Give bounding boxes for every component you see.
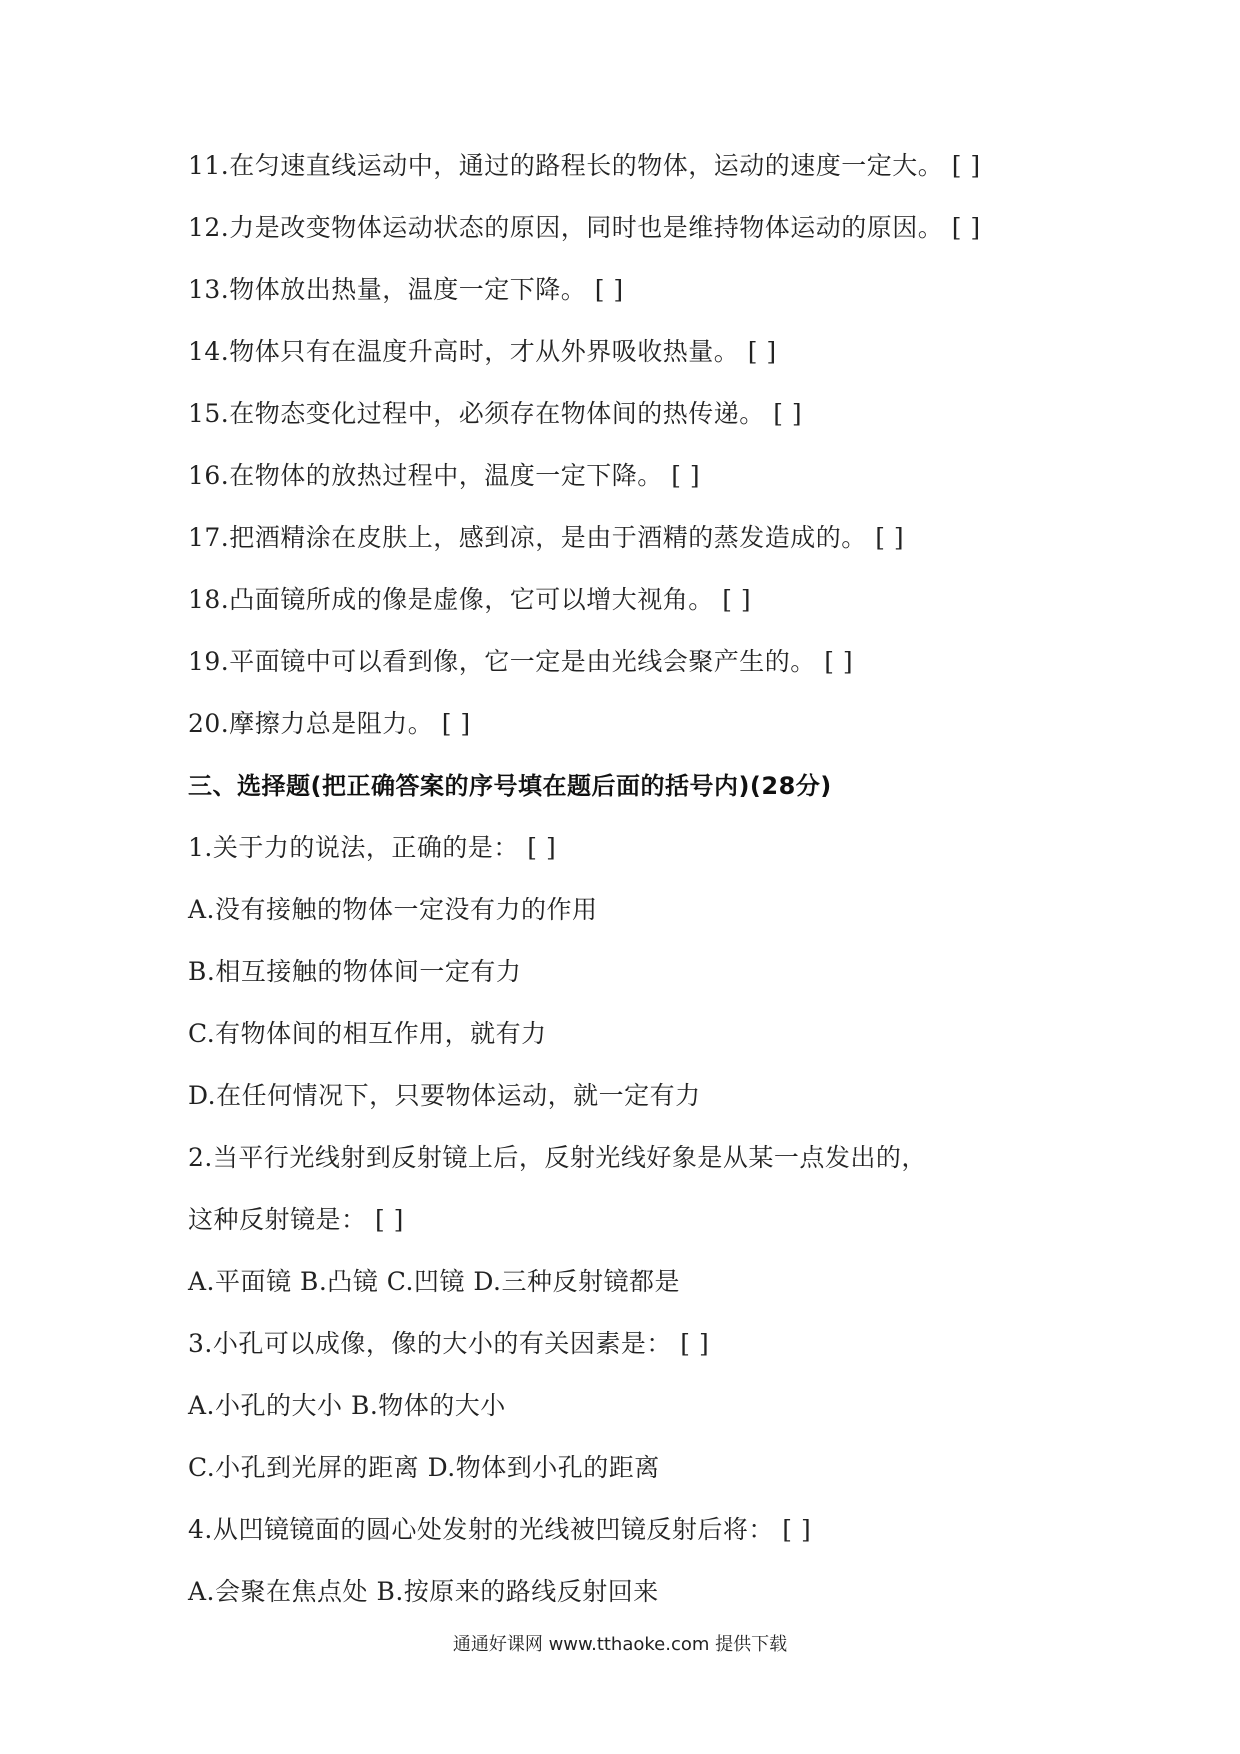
option-line: D.在任何情况下，只要物体运动，就一定有力 — [188, 1081, 701, 1110]
option-line: A.平面镜 B.凸镜 C.凹镜 D.三种反射镜都是 — [188, 1267, 680, 1296]
question-line: 14.物体只有在温度升高时，才从外界吸收热量。 [ ] — [188, 337, 777, 366]
question-line: 1.关于力的说法，正确的是： [ ] — [188, 833, 557, 862]
question-line: 13.物体放出热量，温度一定下降。 [ ] — [188, 275, 624, 304]
section-heading: 三、选择题(把正确答案的序号填在题后面的括号内)(28分) — [188, 772, 832, 800]
question-line: 19.平面镜中可以看到像，它一定是由光线会聚产生的。 [ ] — [188, 647, 854, 676]
option-line: A.小孔的大小 B.物体的大小 — [188, 1391, 506, 1420]
option-line: C.有物体间的相互作用，就有力 — [188, 1019, 547, 1048]
question-line: 2.当平行光线射到反射镜上后，反射光线好象是从某一点发出的， — [188, 1143, 927, 1172]
question-list — [188, 148, 1188, 1636]
option-line: B.相互接触的物体间一定有力 — [188, 957, 522, 986]
question-line: 12.力是改变物体运动状态的原因，同时也是维持物体运动的原因。 [ ] — [188, 213, 981, 242]
question-line: 3.小孔可以成像，像的大小的有关因素是： [ ] — [188, 1329, 710, 1358]
option-line: C.小孔到光屏的距离 D.物体到小孔的距离 — [188, 1453, 660, 1482]
question-line: 18.凸面镜所成的像是虚像，它可以增大视角。 [ ] — [188, 585, 752, 614]
option-line: A.会聚在焦点处 B.按原来的路线反射回来 — [188, 1577, 659, 1606]
option-line: A.没有接触的物体一定没有力的作用 — [188, 895, 598, 924]
question-line: 20.摩擦力总是阻力。 [ ] — [188, 709, 471, 738]
question-line: 4.从凹镜镜面的圆心处发射的光线被凹镜反射后将： [ ] — [188, 1515, 812, 1544]
question-line: 11.在匀速直线运动中，通过的路程长的物体，运动的速度一定大。 [ ] — [188, 151, 981, 180]
question-line: 这种反射镜是： [ ] — [188, 1205, 404, 1234]
question-line: 17.把酒精涂在皮肤上，感到凉，是由于酒精的蒸发造成的。 [ ] — [188, 523, 905, 552]
question-line: 15.在物态变化过程中，必须存在物体间的热传递。 [ ] — [188, 399, 803, 428]
question-line: 16.在物体的放热过程中，温度一定下降。 [ ] — [188, 461, 701, 490]
page-footer: 通通好课网 www.tthaoke.com 提供下载 — [452, 1634, 788, 1655]
